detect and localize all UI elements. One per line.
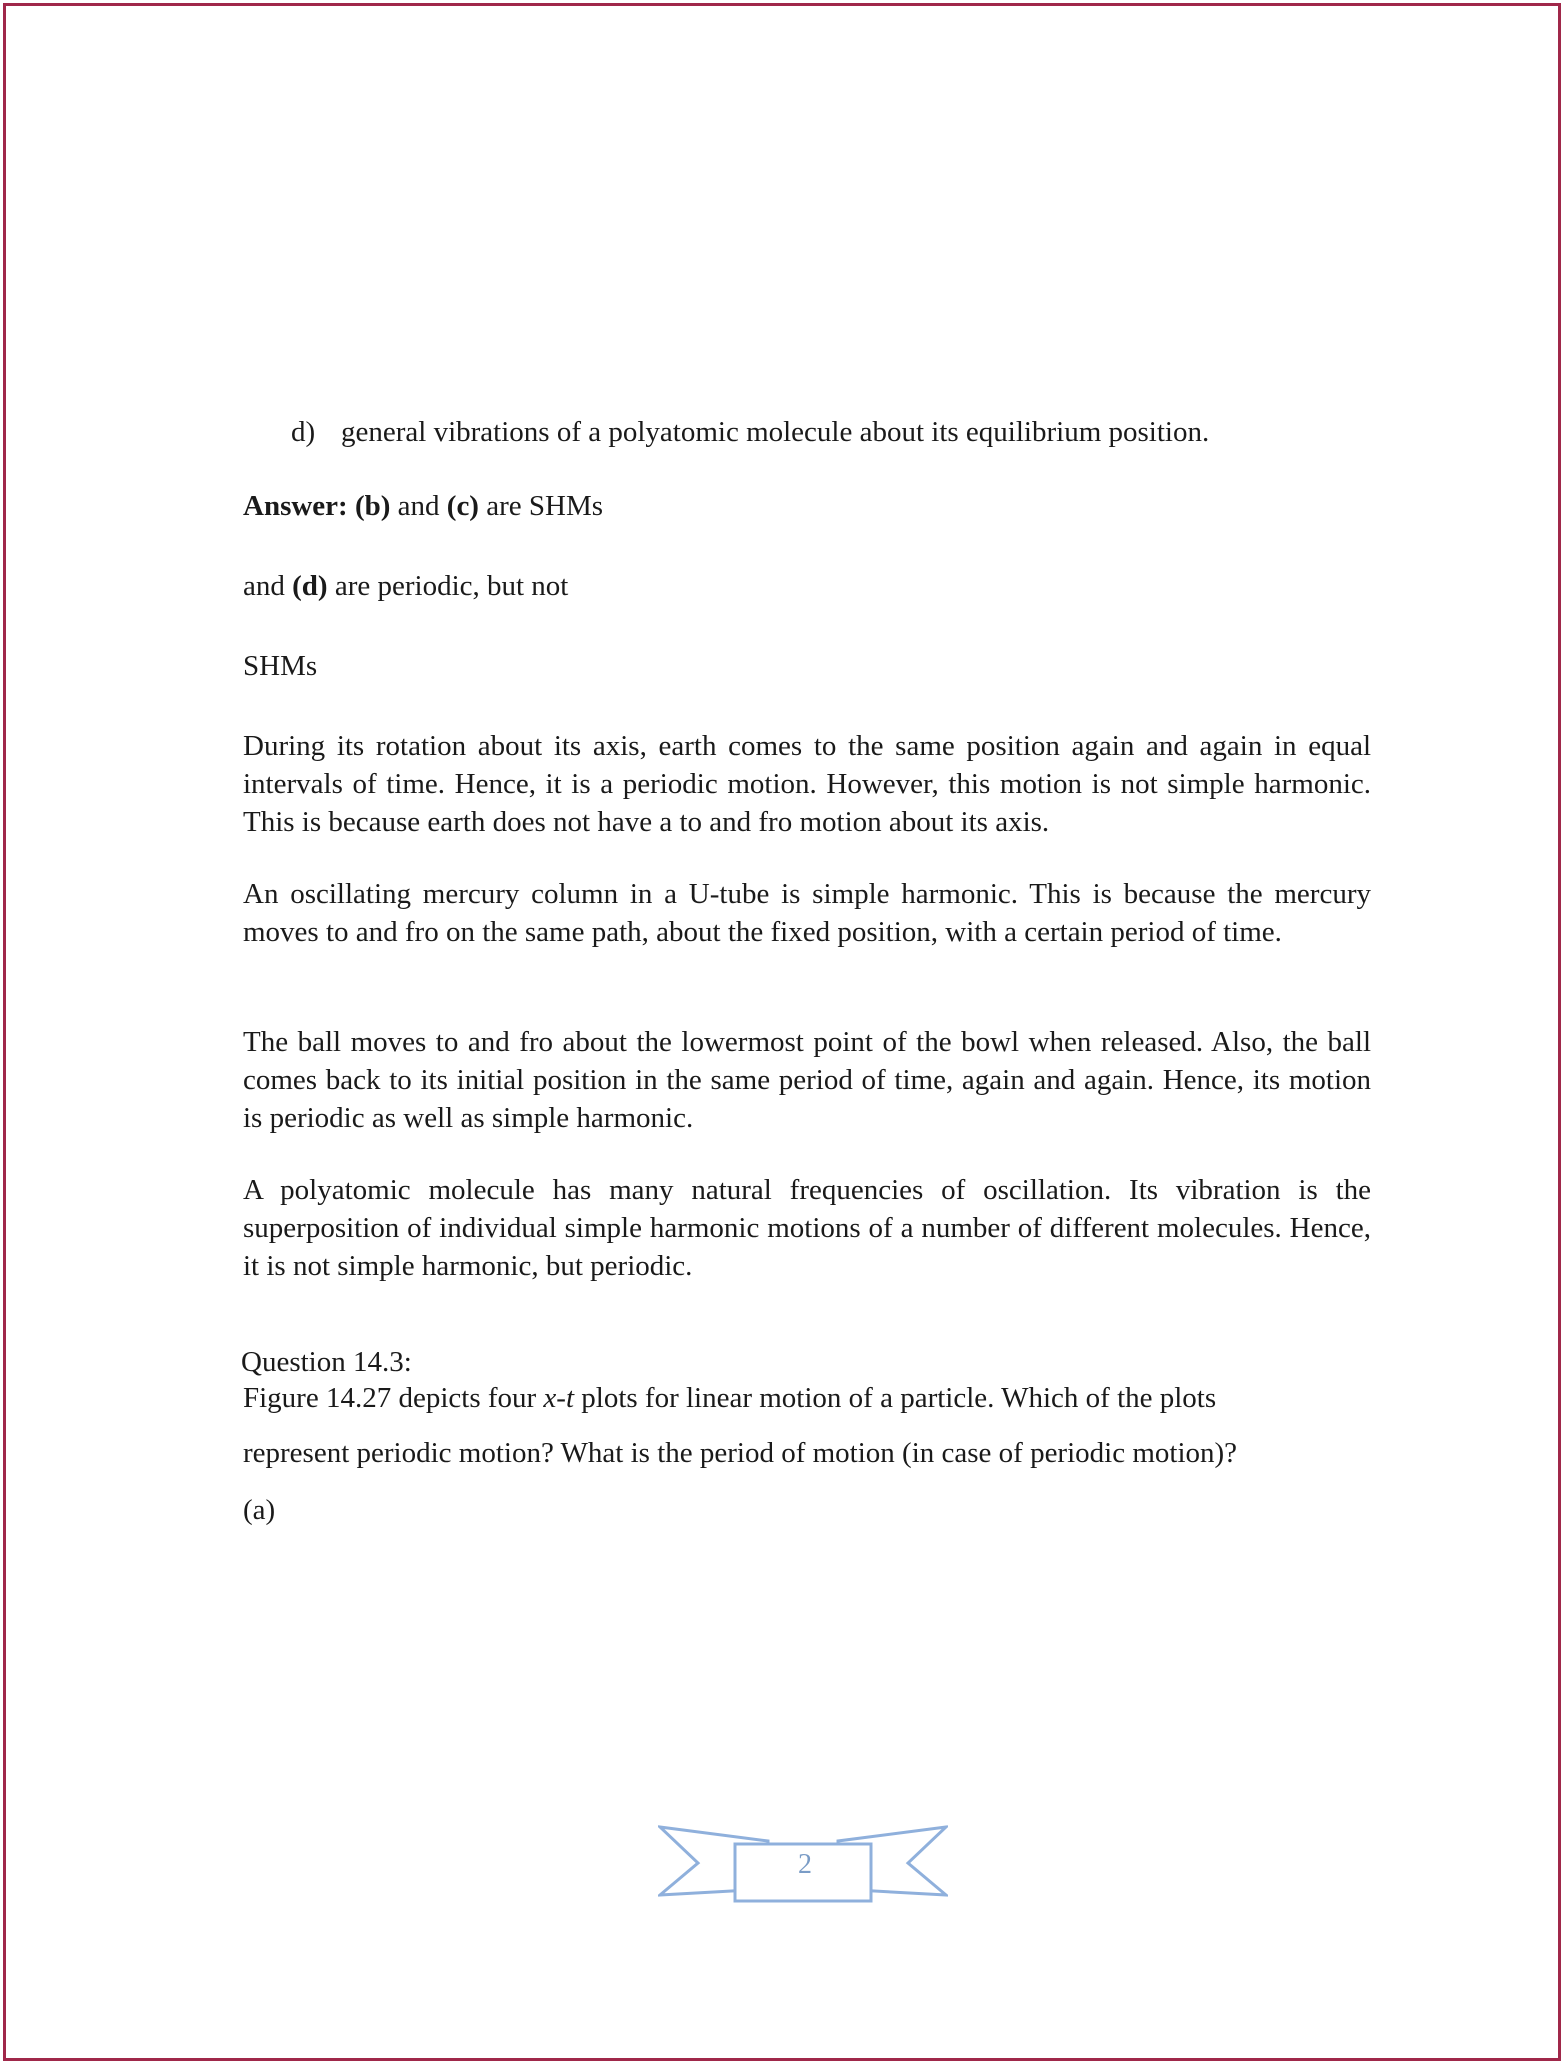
paragraph-molecule: A polyatomic molecule has many natural frequencies of oscillation. Its vibration is the superposition of individual simple harmonic motions of a number of different molecules. Hence, it is not simple harmonic, but periodic.	[243, 1174, 1371, 1282]
question-subpart-a: (a)	[243, 1494, 276, 1526]
option-d-label: d)	[291, 416, 316, 448]
answer-option-c: (c)	[446, 490, 479, 522]
paragraph-mercury: An oscillating mercury column in a U-tube is simple harmonic. This is because the mercury moves to and fro on the same path, about the fixed position, with a certain period of time.	[243, 878, 1371, 948]
answer-and: and	[390, 490, 447, 522]
question-line-1	[243, 1379, 1371, 1417]
paragraph-earth: During its rotation about its axis, earth comes to the same position again and again in equal intervals of time. Hence, it is a periodic motion. However, this motion is not simple harmonic. This is because earth does not have a to and fro motion about its axis.	[243, 730, 1371, 838]
answer-line-2	[243, 567, 1371, 605]
answer-option-d: (d)	[292, 570, 328, 602]
page-number: 2	[798, 1849, 812, 1880]
question-variable: x-t	[543, 1382, 575, 1414]
answer-shm-text: are SHMs	[478, 490, 604, 522]
option-d	[291, 413, 1371, 451]
paragraph-ball: The ball moves to and fro about the lowermost point of the bowl when released. Also, the ball comes back to its initial position in the same period of time, again and again. Hence, its motion is periodic as well as simple harmonic.	[243, 1026, 1371, 1134]
answer-line-3: SHMs	[243, 650, 318, 682]
answer-option-b: (b)	[354, 490, 391, 522]
answer-label: Answer:	[243, 490, 348, 522]
answer-line-1	[243, 487, 1371, 525]
answer-and-prefix: and	[243, 570, 293, 602]
question-text-start: Figure 14.27 depicts four	[243, 1382, 544, 1414]
question-heading: Question 14.3:	[241, 1346, 412, 1378]
option-d-text: general vibrations of a polyatomic molecule about its equilibrium position.	[341, 416, 1210, 448]
answer-periodic-text: are periodic, but not	[327, 570, 569, 602]
question-line-2: represent periodic motion? What is the period of motion (in case of periodic motion)?	[243, 1437, 1238, 1469]
question-text-end: plots for linear motion of a particle. Which of the plots	[574, 1382, 1217, 1414]
